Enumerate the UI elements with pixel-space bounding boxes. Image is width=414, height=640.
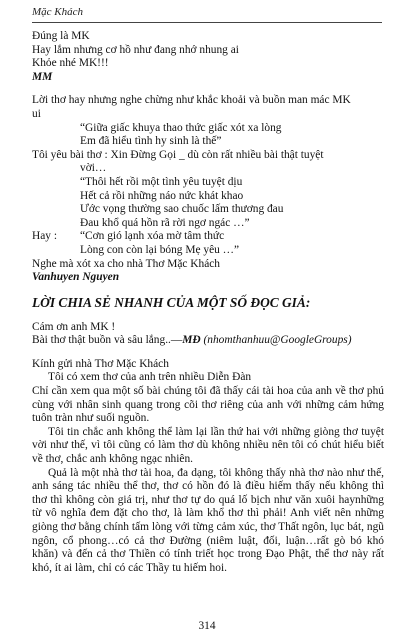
letter-greeting: Kính gửi nhà Thơ Mặc Khách (32, 357, 169, 370)
running-header-author: Mặc Khách (32, 6, 84, 18)
quote-line: Ước vọng thường sao chuốc lấm thương đau (80, 203, 284, 216)
comment-line: ui (32, 107, 41, 120)
letter-paragraph: Chỉ cần xem qua một số bài chúng tôi đã thấy cái tài hoa của anh về thơ phú cùng với nhân sinh quang trong cõi thơ riêng của anh với những cảm hứng tuôn tràn như suối nguồn. (32, 385, 384, 425)
comment-signature: Vanhuyen Nguyen (32, 271, 120, 284)
header-rule (32, 22, 382, 23)
page-number: 314 (198, 620, 216, 632)
comment-line (32, 334, 384, 348)
comment-line: Hay lắm nhưng cơ hồ như đang nhớ nhung ai (32, 43, 239, 56)
comment-line: Lời thơ hay nhưng nghe chừng như khắc khoải và buồn man mác MK (32, 94, 351, 107)
comment-line: Cám ơn anh MK ! (32, 320, 116, 333)
section-heading: LỜI CHIA SẺ NHANH CỦA MỘT SỐ ĐỌC GIẢ: (32, 294, 311, 310)
quote-line: Lòng con còn lại bóng Mẹ yêu …” (80, 243, 240, 256)
quote-line-with-label (32, 230, 384, 244)
quote-line: “Giữa giấc khuya thao thức giấc xót xa lòng (80, 121, 282, 134)
quote-line: Đau khổ quá hồn rã rời ngơ ngác …” (80, 216, 250, 229)
letter-paragraph: Tôi tin chắc anh không thể làm lại lần thứ hai với những giòng thơ tuyệt vời như thế, vì tôi cũng có làm thơ dù không nhiều nên tôi có chút hiểu biết về thơ, chắc anh không ngạc nhiên. (32, 425, 384, 466)
letter-paragraph: Tôi có xem thơ của anh trên nhiều Diễn Đàn (48, 371, 252, 384)
quote-line: Em đã hiểu tình hy sinh là thế” (80, 135, 222, 148)
quote-text: “Cơn gió lạnh xóa mờ tâm thức (80, 230, 225, 243)
comment-line: vời… (80, 162, 107, 175)
page-body (32, 30, 384, 575)
comment-line: Đúng là MK (32, 30, 90, 42)
quote-line: Hết cả rồi những náo nức khát khao (80, 189, 244, 202)
hay-label: Hay : (32, 230, 57, 243)
comment-line: Khỏe nhé MK!!! (32, 57, 109, 70)
letter-paragraph: Quả là một nhà thơ tài hoa, đa dạng, tôi không thấy nhà thơ nào như thế, anh sáng tác nhiều thể thơ, thơ có hồn đó là điều hiếm thấy nếu không thì thơ thì không còn giá trị, như thơ tự do quá lố bịch như văn xuôi haynhững từ vô nghĩa đem đặt cho thơ, là làm khổ thơ thì phải! Anh viết nên những giòng thơ bằng chính tấm lòng với từng cảm xúc, thơ Thất ngôn, lục bát, ngũ ngôn, cổ phong…có cả thơ Đường (niêm luật, đối, luận…rất gò bó khó khăn) và đến cả thơ Thiền có tính triết học trong Đạo Phật, thể thơ này rất khó, ít ai làm, chỉ có các Thầy tu hiếm hoi. (32, 466, 384, 574)
comment-signature: MM (32, 70, 53, 83)
comment-signature: MĐ (182, 334, 201, 347)
comment-line: Nghe mà xót xa cho nhà Thơ Mặc Khách (32, 257, 221, 270)
comment-line: Tôi yêu bài thơ : Xin Đừng Gọi _ dù còn rất nhiều bài thật tuyệt (32, 148, 324, 161)
comment-email: (nhomthanhuu@GoogleGroups) (200, 334, 352, 347)
comment-text: Bài thơ thật buồn và sâu lắng..— (32, 334, 183, 347)
quote-line: “Thôi hết rồi một tình yêu tuyệt dịu (80, 175, 243, 188)
